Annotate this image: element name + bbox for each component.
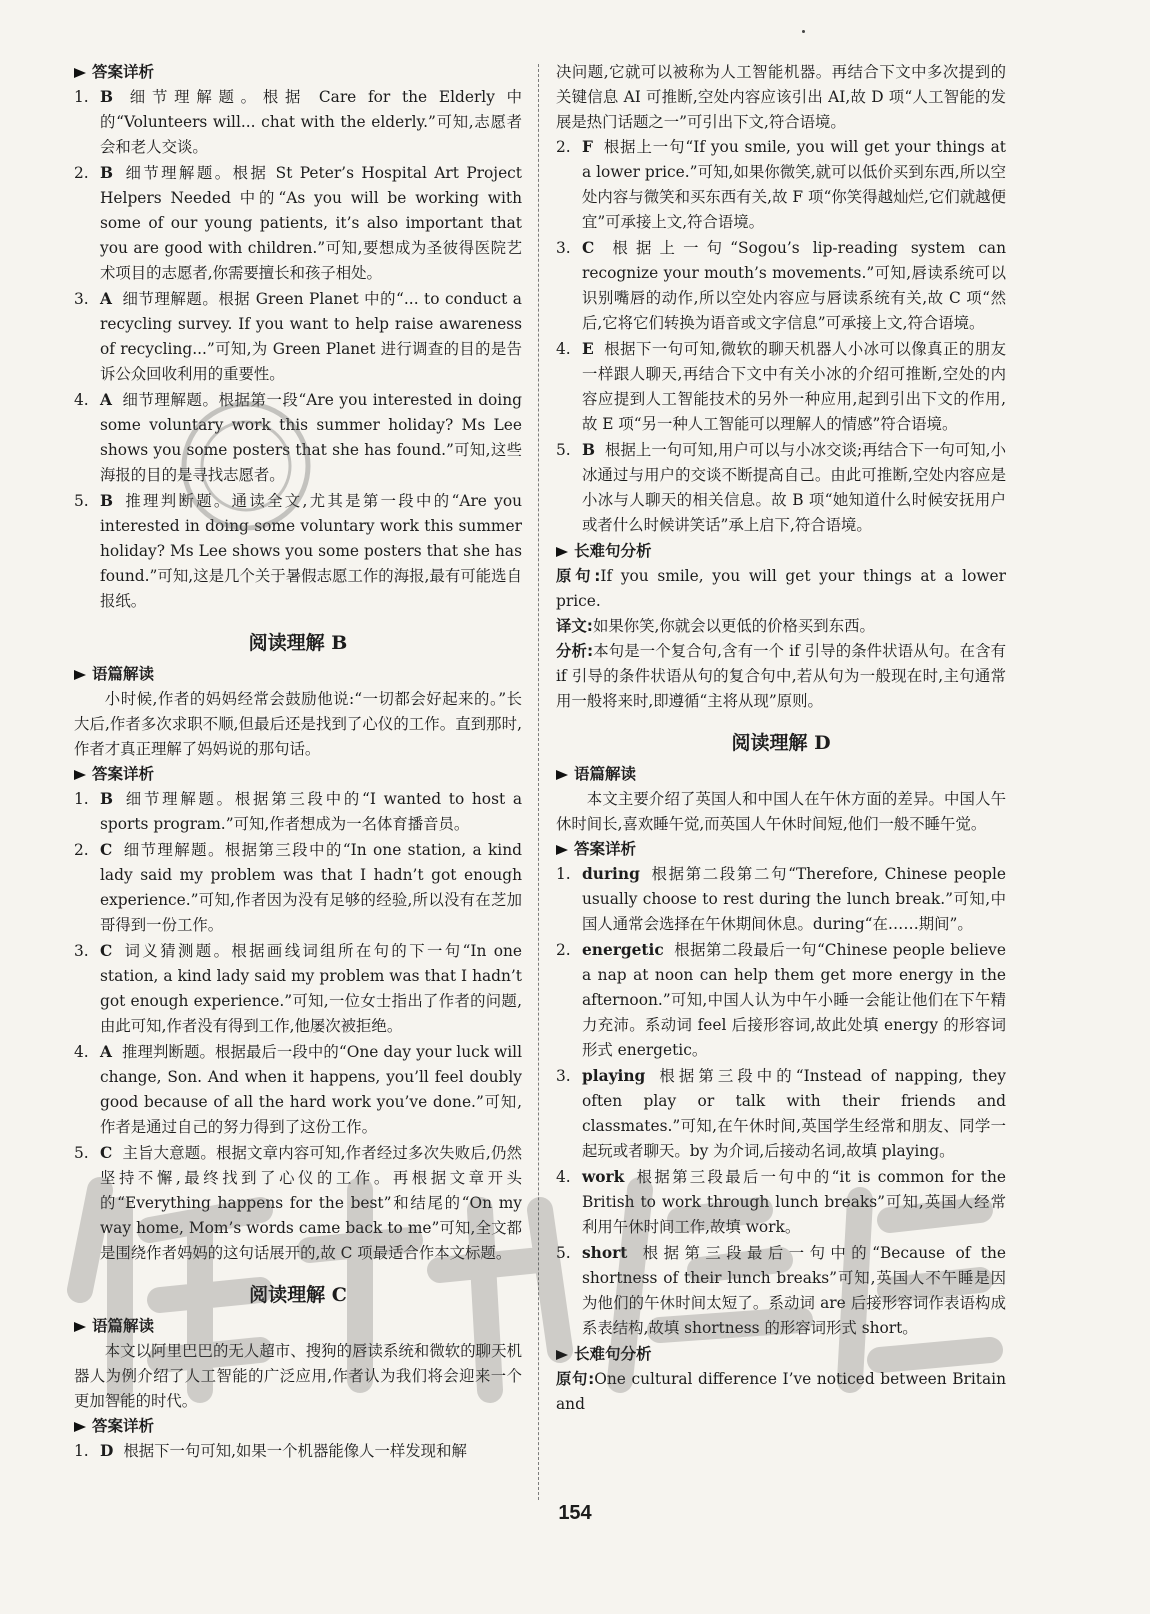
answer-item: 5. C 主旨大意题。根据文章内容可知,作者经过多次失败后,仍然坚持不懈,最终找到了心仪的工作。再根据文章开头的“Everything happens for the best”和结尾的“On my way home, Mom’s words came back to me”可知,全文都是围绕作者妈妈的这句话展开的,故 C 项最适合作本文标题。 [74,1144,522,1262]
answer-item: 4. A 推理判断题。根据最后一段中的“One day your luck will change, Son. And when it happens, you’ll feel doubly good because of all the hard work you’ve done.”可知,作者是通过自己的努力得到了这份工作。 [74,1043,522,1136]
summary-paragraph: 本文主要介绍了英国人和中国人在午休方面的差异。中国人午休时间长,喜欢睡午觉,而英国人午休时间短,他们一般不睡午觉。 [556,790,1006,833]
section-heading: 语篇解读 [556,762,1006,787]
answer-list [556,135,1006,538]
answer-item: 3. C 词义猜测题。根据画线词组所在句的下一句“In one station, a kind lady said my problem was that I hadn’t got enough experience.”可知,一位女士指出了作者的问题,由此可知,作者没有得到工作,他屡次被拒绝。 [74,942,522,1035]
answer-list [74,787,522,1266]
page-number: 154 [558,1502,592,1524]
answer-item: 3. playing 根据第三段中的“Instead of napping, they often play or talk with their friends and classmates.”可知,在午休时间,英国学生经常和朋友、同学一起玩或者聊天。by 为介词,后接动名词,故填 playing。 [556,1067,1006,1160]
answer-item: 5. B 推理判断题。通读全文,尤其是第一段中的“Are you interested in doing some voluntary work this summer holiday? Ms Lee shows you some posters that she has found.”可知,这是几个关于暑假志愿工作的海报,最有可能选自报纸。 [74,492,522,610]
answer-item: 5. B 根据上一句可知,用户可以与小冰交谈;再结合下一句可知,小冰通过与用户的交谈不断提高自己。由此可推断,空处内容应是小冰与人聊天的相关信息。故 B 项“她知道什么时候安抚用户或者什么时候讲笑话”承上启下,符合语境。 [556,441,1006,534]
original-sentence: 原句:One cultural difference I’ve noticed between Britain and [556,1370,1007,1413]
answer-item: 4. E 根据下一句可知,微软的聊天机器人小冰可以像真正的朋友一样跟人聊天,再结合下文中有关小冰的介绍可推断,空处的内容应提到人工智能技术的另外一种应用,起到引出下文的作用,故 E 项“另一种人工智能可以理解人的情感”符合语境。 [556,340,1006,433]
original-sentence: 原句:If you smile, you will get your things at a lower price. [556,567,1006,610]
arrow-icon [556,1349,568,1361]
summary-paragraph: 本文以阿里巴巴的无人超市、搜狗的唇读系统和微软的聊天机器人为例介绍了人工智能的广泛应用,作者认为我们将会迎来一个更加智能的时代。 [74,1342,522,1410]
arrow-icon [74,769,86,781]
answer-item: 3. A 细节理解题。根据 Green Planet 中的“... to conduct a recycling survey. If you want to help raise awareness of recycling...”可知,为 Green Planet 进行调查的目的是告诉公众回收利用的重要性。 [74,290,522,383]
summary-paragraph: 小时候,作者的妈妈经常会鼓励他说:“一切都会好起来的。”长大后,作者多次求职不顺,但最后还是找到了心仪的工作。直到那时,作者才真正理解了妈妈说的那句话。 [74,690,522,758]
arrow-icon [556,769,568,781]
right-column [556,60,1006,1417]
left-column [74,60,522,1465]
answer-list [74,85,522,614]
answer-item: 2. F 根据上一句“If you smile, you will get your things at a lower price.”可知,如果你微笑,就可以低价买到东西,所以空处内容与微笑和买东西有关,故 F 项“你笑得越灿烂,它们就越便宜”可承接上文,符合语境。 [556,138,1006,231]
answer-item: 2. energetic 根据第二段最后一句“Chinese people believe a nap at noon can help them get more energy in the afternoon.”可知,中国人认为中午小睡一会能让他们在下午精力充沛。系动词 feel 后接形容词,故此处填 energy 的形容词形式 energetic。 [556,941,1006,1059]
section-title: 阅读理解 C [249,1284,347,1306]
section-title: 阅读理解 D [731,732,831,754]
answer-item: 2. C 细节理解题。根据第三段中的“In one station, a kind lady said my problem was that I hadn’t got enough experience.”可知,作者因为没有足够的经验,所以没有在芝加哥得到一份工作。 [74,841,522,934]
answer-item: 1. D 根据下一句可知,如果一个机器能像人一样发现和解 [74,1442,467,1460]
translation: 译文:如果你笑,你就会以更低的价格买到东西。 [556,617,875,635]
section-heading: 长难句分析 [556,539,1006,564]
answer-item: 1. B 细节理解题。根据 Care for the Elderly 中的“Volunteers will... chat with the elderly.”可知,志愿者会和老人交谈。 [74,88,522,156]
answer-item: 1. B 细节理解题。根据第三段中的“I wanted to host a sports program.”可知,作者想成为一名体育播音员。 [74,790,522,833]
arrow-icon [74,1321,86,1333]
arrow-icon [74,669,86,681]
scan-dot [802,30,805,33]
answer-item: 3. C 根据上一句“Sogou’s lip-reading system can recognize your mouth’s movements.”可知,唇读系统可以识别嘴唇的动作,所以空处内容应与唇读系统有关,故 C 项“然后,它将它们转换为语音或文字信息”可承接上文,符合语境。 [556,239,1006,332]
arrow-icon [556,546,568,558]
column-divider [538,64,539,1500]
section-heading: 长难句分析 [556,1342,1006,1367]
arrow-icon [74,1421,86,1433]
arrow-icon [74,67,86,79]
answer-item: 4. work 根据第三段最后一句中的“it is common for the British to work through lunch breaks”可知,英国人经常利用午休时间工作,故填 work。 [556,1168,1006,1236]
continued-paragraph: 决问题,它就可以被称为人工智能机器。再结合下文中多次提到的关键信息 AI 可推断,空处内容应该引出 AI,故 D 项“人工智能的发展是热门话题之一”可引出下文,符合语境。 [556,63,1006,131]
section-heading: 答案详析 [74,1414,522,1439]
section-heading: 答案详析 [556,837,1006,862]
answer-item: 4. A 细节理解题。根据第一段“Are you interested in doing some voluntary work this summer holiday? Ms Lee shows you some posters that she has found.”可知,这些海报的目的是寻找志愿者。 [74,391,522,484]
section-title: 阅读理解 B [248,632,348,654]
analysis: 分析:本句是一个复合句,含有一个 if 引导的条件状语从句。在含有 if 引导的条件状语从句的复合句中,若从句为一般现在时,主句通常用一般将来时,即遵循“主将从现”原则。 [556,642,1007,710]
section-heading: 语篇解读 [74,662,522,687]
answer-item: 1. during 根据第二段第二句“Therefore, Chinese people usually choose to rest during the lunch break.”可知,中国人通常会选择在午休期间休息。during“在……期间”。 [556,865,1006,933]
section-heading: 语篇解读 [74,1314,522,1339]
answer-list [556,862,1006,1341]
section-heading: 答案详析 [74,60,522,85]
answer-item: 5. short 根据第三段最后一句中的“Because of the shortness of their lunch breaks”可知,英国人不午睡是因为他们的午休时间太短了。系动词 are 后接形容词作表语构成系表结构,故填 shortness 的形容词形式 short。 [556,1244,1006,1337]
answer-item: 2. B 细节理解题。根据 St Peter’s Hospital Art Project Helpers Needed 中的“As you will be working with some of our young patients, it’s also important that you are good with children.”可知,要想成为圣彼得医院艺术项目的志愿者,你需要擅长和孩子相处。 [74,164,522,282]
section-heading: 答案详析 [74,762,522,787]
arrow-icon [556,844,568,856]
